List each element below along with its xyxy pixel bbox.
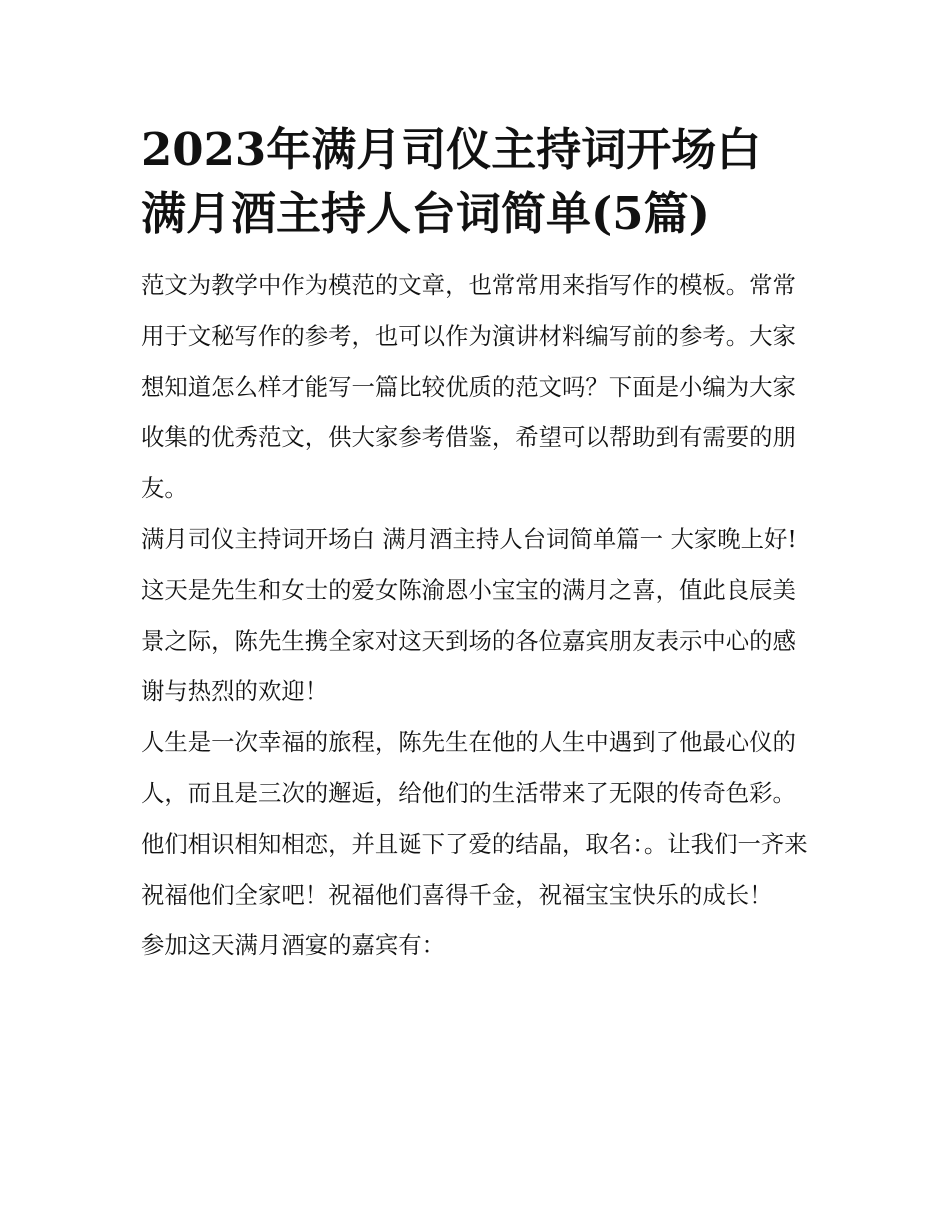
paragraph-guests: 参加这天满月酒宴的嘉宾有： xyxy=(141,931,446,960)
document-title: 2023年满月司仪主持词开场白 满月酒主持人台词简单(5篇) xyxy=(141,123,762,240)
document-body xyxy=(141,260,813,971)
paragraph-story: 人生是一次幸福的旅程，陈先生在他的人生中遇到了他最心仪的人，而且是三次的邂逅，给他们的生活带来了无限的传奇色彩。他们相识相知相恋，并且诞下了爱的结晶，取名：。让我们一齐来祝福他们全家吧！祝福他们喜得千金，祝福宝宝快乐的成长！ xyxy=(141,728,808,909)
paragraph-welcome: 这天是先生和女士的爱女陈渝恩小宝宝的满月之喜，值此良辰美景之际，陈先生携全家对这天到场的各位嘉宾朋友表示中心的感谢与热烈的欢迎！ xyxy=(141,575,796,706)
paragraph-section-heading: 满月司仪主持词开场白 满月酒主持人台词简单篇一 大家晚上好! xyxy=(141,524,797,553)
document-content xyxy=(141,118,813,971)
paragraph-intro: 范文为教学中作为模范的文章，也常常用来指写作的模板。常常用于文秘写作的参考，也可以作为演讲材料编写前的参考。大家想知道怎么样才能写一篇比较优质的范文吗？下面是小编为大家收集的优秀范文，供大家参考借鉴，希望可以帮助到有需要的朋友。 xyxy=(141,271,796,503)
